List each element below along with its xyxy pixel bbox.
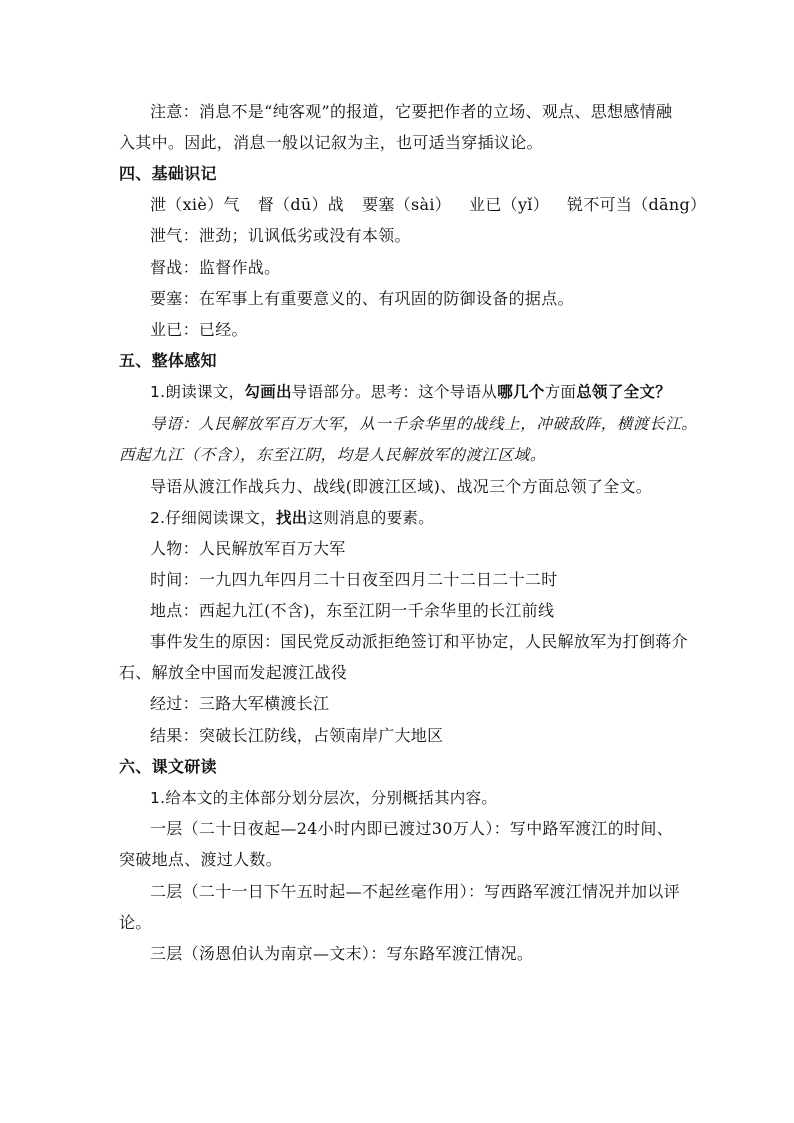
note-line-1: 注意：消息不是“纯客观”的报道，它要把作者的立场、观点、思想感情融 [150,102,673,121]
question-5-2 [150,508,720,528]
question-text: 1.朗读课文， [150,383,245,401]
section-4-heading: 四、基础识记 [119,164,217,183]
layer-1-line-2: 突破地点、渡过人数。 [119,850,283,869]
element-place: 地点：西起九江(不含)，东至江阴一千余华里的长江前线 [150,601,555,620]
layer-2-line-1: 二层（二十一日下午五时起—不起丝毫作用）：写西路军渡江情况并加以评 [150,882,680,901]
pinyin-item-yeyi: 业已（yǐ） [469,195,550,214]
question-text: 导语部分。思考：这个导语从 [291,383,498,401]
layer-1-line-1: 一层（二十日夜起—24小时内即已渡过30万人）：写中路军渡江的时间、 [150,819,673,838]
question-text: 2.仔细阅读课文， [150,509,276,527]
definition-yeyi: 业已：已经。 [150,320,248,339]
note-line-2: 入其中。因此，消息一般以记叙为主，也可适当穿插议论。 [119,133,543,152]
question-keyword: 勾画出 [244,383,292,401]
section-6-heading: 六、课文研读 [119,757,217,776]
question-keyword: 哪几个 [497,383,545,401]
pinyin-item-duzhan: 督（dū）战 [257,195,345,214]
element-process: 经过：三路大军横渡长江 [150,694,330,713]
pinyin-line [150,195,720,215]
layer-3: 三层（汤恩伯认为南京—文末）：写东路军渡江情况。 [150,944,534,963]
element-time: 时间：一九四九年四月二十日夜至四月二十二日二十二时 [150,570,558,589]
definition-xieqi: 泄气：泄劲；讥讽低劣或没有本领。 [150,226,411,245]
element-cause-line-2: 石、解放全中国而发起渡江战役 [119,663,348,682]
section-5-heading: 五、整体感知 [119,351,217,370]
definition-duzhan: 督战：监督作战。 [150,258,281,277]
question-text: 这则消息的要素。 [307,509,435,527]
layer-2-line-2: 论。 [119,913,152,932]
lead-quote-line-2: 西起九江（不含），东至江阴，均是人民解放军的渡江区域。 [119,446,546,464]
question-keyword: 找出 [276,509,308,527]
lead-quote-line-1: 导语：人民解放军百万大军，从一千余华里的战线上，冲破敌阵，横渡长江。 [150,415,698,433]
element-result: 结果：突破长江防线，占领南岸广大地区 [150,726,444,745]
definition-yaosai: 要塞：在军事上有重要意义的、有巩固的防御设备的据点。 [150,289,574,308]
question-keyword: 总领了全文？ [576,383,672,401]
pinyin-item-ruibukedang: 锐不可当（dāng） [567,195,707,214]
element-cause-line-1: 事件发生的原因：国民党反动派拒绝签订和平协定，人民解放军为打倒蒋介 [150,632,688,651]
answer-5-1: 导语从渡江作战兵力、战线(即渡江区域)、战况三个方面总领了全文。 [150,477,653,496]
question-5-1 [150,382,720,402]
question-text: 方面 [544,383,577,401]
pinyin-item-yaosai: 要塞（sài） [362,195,452,214]
pinyin-item-xieqi: 泄（xiè）气 [150,195,240,214]
element-people: 人物：人民解放军百万大军 [150,539,346,558]
question-6-1: 1.给本文的主体部分划分层次，分别概括其内容。 [150,789,498,807]
